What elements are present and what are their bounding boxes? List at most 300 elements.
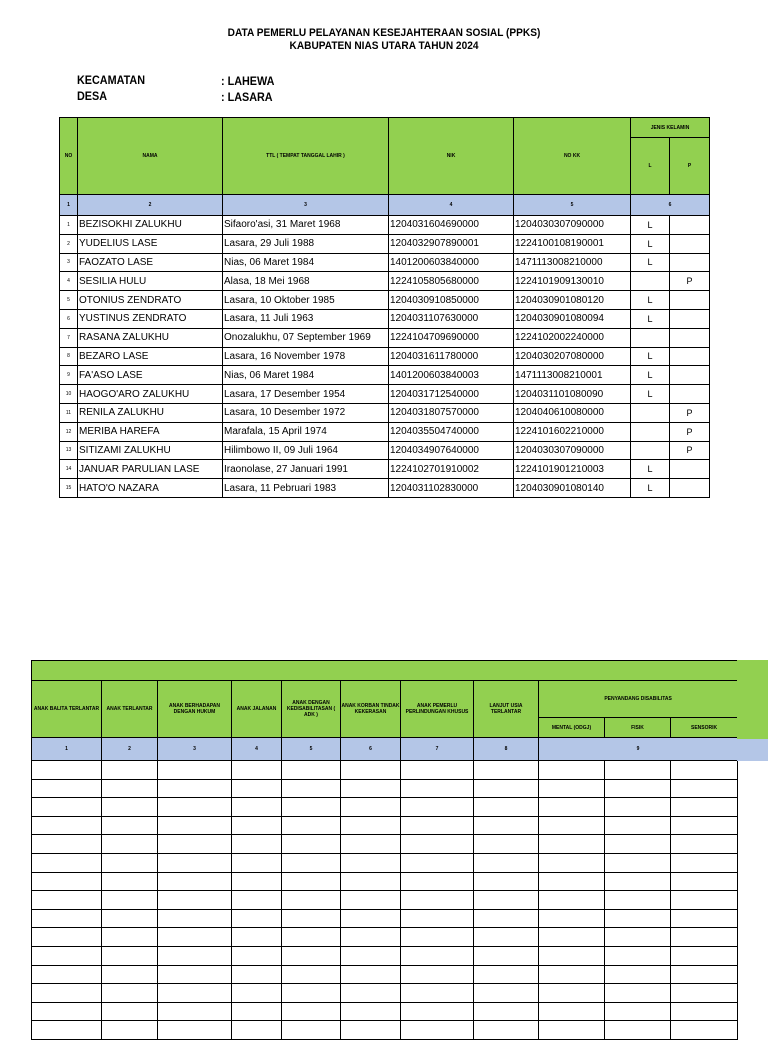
header-penyandang-disabilitas: PENYANDANG DISABILITAS [539, 681, 738, 718]
cell-nik: 1204031107630000 [389, 309, 514, 328]
empty-cell [474, 835, 539, 854]
empty-cell [282, 779, 341, 798]
cell-p [670, 216, 710, 235]
empty-cell [605, 1002, 671, 1021]
empty-cell [282, 798, 341, 817]
table-row [32, 853, 738, 872]
cell-p: P [670, 272, 710, 291]
cell-kk: 1471113008210001 [514, 366, 631, 385]
empty-cell [232, 946, 282, 965]
header-anak-disabilitas: ANAK DENGAN KEDISABILITASAN ( ADK ) [282, 681, 341, 738]
header-sensorik: SENSORIK [671, 718, 738, 738]
cell-no: 12 [60, 422, 78, 441]
header-nama: NAMA [78, 118, 223, 195]
empty-cell [474, 853, 539, 872]
empty-cell [158, 835, 232, 854]
empty-cell [539, 761, 605, 780]
table-row [32, 928, 738, 947]
empty-cell [158, 872, 232, 891]
empty-cell [32, 909, 102, 928]
cell-nik: 1204034907640000 [389, 441, 514, 460]
cell-nama: YUSTINUS ZENDRATO [78, 309, 223, 328]
empty-cell [158, 1002, 232, 1021]
empty-cell [102, 798, 158, 817]
empty-cell [158, 909, 232, 928]
empty-cell [401, 1002, 474, 1021]
empty-cell [474, 779, 539, 798]
cell-no: 10 [60, 385, 78, 404]
cell-l: L [631, 460, 670, 479]
empty-cell [158, 853, 232, 872]
empty-cell [671, 872, 738, 891]
cell-nama: RENILA ZALUKHU [78, 403, 223, 422]
empty-cell [671, 761, 738, 780]
empty-cell [158, 965, 232, 984]
empty-cell [605, 984, 671, 1003]
empty-cell [401, 984, 474, 1003]
cell-l: L [631, 309, 670, 328]
cell-ttl: Lasara, 10 Desember 1972 [223, 403, 389, 422]
cell-kk: 1204030901080120 [514, 291, 631, 310]
cell-ttl: Lasara, 11 Juli 1963 [223, 309, 389, 328]
cell-no: 7 [60, 328, 78, 347]
cell-ttl: Iraonolase, 27 Januari 1991 [223, 460, 389, 479]
empty-cell [401, 779, 474, 798]
header-p: P [670, 138, 710, 195]
desa-label: DESA [77, 89, 108, 103]
empty-cell [102, 835, 158, 854]
document-title: DATA PEMERLU PELAYANAN KESEJAHTERAAN SOSIAL (PPKS) [227, 27, 541, 39]
empty-cell [474, 946, 539, 965]
empty-cell [401, 761, 474, 780]
cell-no: 2 [60, 234, 78, 253]
cell-kk: 1204030307090000 [514, 441, 631, 460]
header-jenis-kelamin: JENIS KELAMIN [631, 118, 710, 138]
table-row [60, 253, 710, 272]
table-row [60, 441, 710, 460]
cell-no: 15 [60, 479, 78, 498]
cell-l: L [631, 234, 670, 253]
cell-kk: 1204030207080000 [514, 347, 631, 366]
empty-cell [102, 909, 158, 928]
empty-cell [232, 835, 282, 854]
colnum-8: 8 [474, 738, 539, 761]
empty-cell [102, 984, 158, 1003]
cell-p [670, 479, 710, 498]
empty-cell [158, 761, 232, 780]
header-lansia-terlantar: LANJUT USIA TERLANTAR [474, 681, 539, 738]
cell-p [670, 291, 710, 310]
empty-cell [232, 965, 282, 984]
empty-cell [341, 835, 401, 854]
empty-cell [671, 835, 738, 854]
empty-cell [671, 965, 738, 984]
table-row [60, 422, 710, 441]
cell-ttl: Lasara, 17 Desember 1954 [223, 385, 389, 404]
empty-cell [341, 928, 401, 947]
cell-kk: 1471113008210000 [514, 253, 631, 272]
empty-cell [282, 853, 341, 872]
empty-cell [158, 984, 232, 1003]
empty-cell [671, 1002, 738, 1021]
empty-cell [232, 779, 282, 798]
empty-cell [158, 816, 232, 835]
table-row [60, 328, 710, 347]
empty-cell [32, 816, 102, 835]
empty-cell [539, 965, 605, 984]
table-row [32, 779, 738, 798]
empty-cell [671, 891, 738, 910]
cell-nik: 1224104709690000 [389, 328, 514, 347]
empty-cell [232, 891, 282, 910]
cell-p [670, 385, 710, 404]
header-anak-terlantar: ANAK TERLANTAR [102, 681, 158, 738]
empty-cell [282, 984, 341, 1003]
empty-cell [102, 779, 158, 798]
empty-cell [341, 761, 401, 780]
header-no-kk: NO KK [514, 118, 631, 195]
cell-nama: YUDELIUS LASE [78, 234, 223, 253]
empty-cell [282, 946, 341, 965]
header-l: L [631, 138, 670, 195]
blue-number-extension [737, 739, 768, 761]
cell-p [670, 347, 710, 366]
empty-cell [605, 798, 671, 817]
colnum-9: 9 [539, 738, 738, 761]
colnum-4: 4 [232, 738, 282, 761]
cell-nama: SESILIA HULU [78, 272, 223, 291]
cell-nama: RASANA ZALUKHU [78, 328, 223, 347]
empty-cell [102, 816, 158, 835]
cell-p [670, 253, 710, 272]
empty-cell [32, 872, 102, 891]
empty-cell [539, 872, 605, 891]
empty-cell [605, 965, 671, 984]
empty-cell [158, 891, 232, 910]
table-row [32, 984, 738, 1003]
empty-cell [282, 965, 341, 984]
cell-nama: SITIZAMI ZALUKHU [78, 441, 223, 460]
cell-ttl: Lasara, 16 November 1978 [223, 347, 389, 366]
cell-l: L [631, 216, 670, 235]
colnum-2: 2 [102, 738, 158, 761]
empty-cell [401, 798, 474, 817]
empty-cell [401, 891, 474, 910]
cell-kk: 1224102002240000 [514, 328, 631, 347]
empty-cell [32, 891, 102, 910]
cell-nama: OTONIUS ZENDRATO [78, 291, 223, 310]
cell-ttl: Lasara, 29 Juli 1988 [223, 234, 389, 253]
cell-nik: 1204031604690000 [389, 216, 514, 235]
empty-cell [158, 928, 232, 947]
cell-nik: 1224102701910002 [389, 460, 514, 479]
empty-cell [341, 816, 401, 835]
cell-kk: 1224101602210000 [514, 422, 631, 441]
cell-ttl: Nias, 06 Maret 1984 [223, 253, 389, 272]
cell-l: L [631, 347, 670, 366]
empty-cell [401, 835, 474, 854]
empty-cell [401, 816, 474, 835]
empty-cell [539, 835, 605, 854]
empty-cell [474, 891, 539, 910]
empty-cell [282, 891, 341, 910]
kecamatan-label: KECAMATAN [77, 73, 145, 87]
cell-nik: 1204031102830000 [389, 479, 514, 498]
empty-cell [32, 946, 102, 965]
empty-cell [32, 798, 102, 817]
colnum-5: 5 [514, 195, 631, 216]
empty-cell [671, 779, 738, 798]
cell-no: 9 [60, 366, 78, 385]
cell-kk: 1224101909130010 [514, 272, 631, 291]
table-row [32, 946, 738, 965]
empty-cell [605, 872, 671, 891]
empty-cell [671, 984, 738, 1003]
header-anak-balita-terlantar: ANAK BALITA TERLANTAR [32, 681, 102, 738]
empty-cell [539, 891, 605, 910]
cell-kk: 1204030901080140 [514, 479, 631, 498]
empty-cell [539, 779, 605, 798]
empty-cell [32, 761, 102, 780]
empty-cell [341, 965, 401, 984]
empty-cell [474, 798, 539, 817]
cell-ttl: Onozalukhu, 07 September 1969 [223, 328, 389, 347]
empty-cell [539, 928, 605, 947]
cell-ttl: Sifaoro'asi, 31 Maret 1968 [223, 216, 389, 235]
empty-cell [232, 798, 282, 817]
cell-no: 6 [60, 309, 78, 328]
colnum-6: 6 [631, 195, 710, 216]
kecamatan-value: : LAHEWA [221, 74, 275, 88]
table-row [32, 872, 738, 891]
cell-nik: 1204032907890001 [389, 234, 514, 253]
header-mental: MENTAL (ODGJ) [539, 718, 605, 738]
empty-cell [282, 909, 341, 928]
cell-no: 11 [60, 403, 78, 422]
empty-cell [102, 891, 158, 910]
document-subtitle: KABUPATEN NIAS UTARA TAHUN 2024 [289, 40, 479, 52]
cell-nik: 1401200603840000 [389, 253, 514, 272]
header-fisik: FISIK [605, 718, 671, 738]
empty-cell [401, 872, 474, 891]
empty-cell [401, 946, 474, 965]
empty-cell [282, 835, 341, 854]
table-row [32, 965, 738, 984]
empty-cell [401, 909, 474, 928]
table-row [60, 479, 710, 498]
cell-kk: 1224101901210003 [514, 460, 631, 479]
table-row [60, 291, 710, 310]
empty-cell [605, 928, 671, 947]
empty-cell [102, 946, 158, 965]
cell-l: L [631, 479, 670, 498]
empty-cell [341, 779, 401, 798]
empty-cell [401, 853, 474, 872]
cell-l [631, 328, 670, 347]
cell-no: 5 [60, 291, 78, 310]
colnum-1: 1 [60, 195, 78, 216]
table-row [32, 1002, 738, 1021]
cell-l [631, 441, 670, 460]
empty-cell [232, 761, 282, 780]
empty-cell [102, 928, 158, 947]
cell-p [670, 309, 710, 328]
empty-cell [539, 946, 605, 965]
cell-nama: BEZISOKHI ZALUKHU [78, 216, 223, 235]
empty-cell [232, 928, 282, 947]
empty-cell [32, 984, 102, 1003]
green-header-extension [737, 660, 768, 739]
empty-cell [474, 1002, 539, 1021]
cell-kk: 1224100108190001 [514, 234, 631, 253]
colnum-7: 7 [401, 738, 474, 761]
empty-cell [102, 761, 158, 780]
empty-cell [102, 853, 158, 872]
cell-p: P [670, 441, 710, 460]
colnum-2: 2 [78, 195, 223, 216]
colnum-4: 4 [389, 195, 514, 216]
ppks-category-table [31, 660, 738, 1040]
cell-nama: HAOGO'ARO ZALUKHU [78, 385, 223, 404]
colnum-5: 5 [282, 738, 341, 761]
empty-cell [102, 872, 158, 891]
empty-cell [474, 761, 539, 780]
empty-cell [605, 946, 671, 965]
cell-kk: 1204030901080094 [514, 309, 631, 328]
empty-cell [671, 928, 738, 947]
cell-p: P [670, 422, 710, 441]
table-row [32, 798, 738, 817]
empty-cell [671, 909, 738, 928]
table-row [32, 835, 738, 854]
cell-kk: 1204031101080090 [514, 385, 631, 404]
cell-l [631, 272, 670, 291]
empty-cell [341, 946, 401, 965]
cell-p [670, 328, 710, 347]
cell-kk: 1204040610080000 [514, 403, 631, 422]
empty-cell [32, 1002, 102, 1021]
cell-ttl: Nias, 06 Maret 1984 [223, 366, 389, 385]
empty-cell [341, 1002, 401, 1021]
cell-l: L [631, 253, 670, 272]
empty-cell [232, 984, 282, 1003]
empty-cell [539, 816, 605, 835]
empty-cell [539, 909, 605, 928]
header-anak-berhadapan-hukum: ANAK BERHADAPAN DENGAN HUKUM [158, 681, 232, 738]
table-row [60, 309, 710, 328]
empty-cell [474, 872, 539, 891]
empty-cell [474, 984, 539, 1003]
cell-l: L [631, 291, 670, 310]
cell-nama: FA'ASO LASE [78, 366, 223, 385]
cell-p [670, 366, 710, 385]
header-nik: NIK [389, 118, 514, 195]
empty-cell [474, 928, 539, 947]
empty-cell [232, 909, 282, 928]
header-anak-korban-kekerasan: ANAK KORBAN TINDAK KEKERASAN [341, 681, 401, 738]
desa-value: : LASARA [221, 90, 273, 104]
empty-cell [341, 853, 401, 872]
empty-cell [32, 853, 102, 872]
empty-cell [671, 798, 738, 817]
empty-cell [474, 816, 539, 835]
green-header-band [32, 661, 738, 681]
header-anak-perlindungan-khusus: ANAK PEMERLU PERLINDUNGAN KHUSUS [401, 681, 474, 738]
empty-cell [32, 779, 102, 798]
table-row [60, 385, 710, 404]
cell-no: 4 [60, 272, 78, 291]
ppks-people-table [59, 117, 710, 498]
empty-cell [605, 761, 671, 780]
empty-cell [474, 965, 539, 984]
empty-cell [539, 798, 605, 817]
empty-cell [158, 946, 232, 965]
empty-cell [401, 928, 474, 947]
empty-cell [401, 965, 474, 984]
cell-ttl: Lasara, 10 Oktober 1985 [223, 291, 389, 310]
empty-cell [671, 816, 738, 835]
cell-no: 3 [60, 253, 78, 272]
cell-l [631, 403, 670, 422]
empty-cell [158, 779, 232, 798]
table-row [60, 366, 710, 385]
empty-cell [341, 798, 401, 817]
empty-cell [232, 872, 282, 891]
cell-nik: 1204035504740000 [389, 422, 514, 441]
empty-cell [232, 853, 282, 872]
empty-cell [32, 835, 102, 854]
empty-cell [282, 761, 341, 780]
empty-cell [158, 798, 232, 817]
empty-cell [232, 1002, 282, 1021]
empty-cell [539, 853, 605, 872]
empty-cell [605, 909, 671, 928]
cell-ttl: Lasara, 11 Pebruari 1983 [223, 479, 389, 498]
table-row [32, 909, 738, 928]
table-row [60, 272, 710, 291]
cell-ttl: Marafala, 15 April 1974 [223, 422, 389, 441]
cell-nama: JANUAR PARULIAN LASE [78, 460, 223, 479]
empty-cell [232, 816, 282, 835]
colnum-1: 1 [32, 738, 102, 761]
empty-cell [32, 965, 102, 984]
cell-ttl: Hilimbowo II, 09 Juli 1964 [223, 441, 389, 460]
empty-cell [102, 965, 158, 984]
cell-nik: 1401200603840003 [389, 366, 514, 385]
table-row [32, 816, 738, 835]
table-row [60, 347, 710, 366]
cell-p [670, 460, 710, 479]
cell-l [631, 422, 670, 441]
empty-cell [32, 928, 102, 947]
cell-nik: 1204030910850000 [389, 291, 514, 310]
cell-no: 1 [60, 216, 78, 235]
empty-cell [282, 928, 341, 947]
cell-nama: FAOZATO LASE [78, 253, 223, 272]
table-row [32, 761, 738, 780]
empty-cell [282, 1002, 341, 1021]
cell-p [670, 234, 710, 253]
empty-cell [605, 891, 671, 910]
colnum-3: 3 [158, 738, 232, 761]
cell-no: 13 [60, 441, 78, 460]
empty-cell [341, 984, 401, 1003]
empty-cell [341, 891, 401, 910]
colnum-6: 6 [341, 738, 401, 761]
cell-nik: 1204031807570000 [389, 403, 514, 422]
empty-cell [605, 779, 671, 798]
cell-nik: 1224105805680000 [389, 272, 514, 291]
